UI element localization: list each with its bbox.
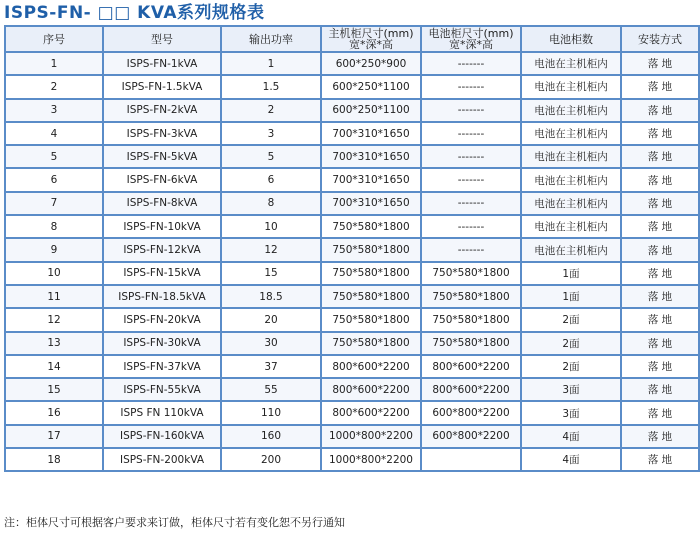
cell-col-battery-cabinet-size: 750*580*1800: [422, 333, 520, 354]
cell-col-battery-cabinet-size: 800*600*2200: [422, 356, 520, 377]
table-row: [6, 239, 698, 260]
cell-col-install-method: 落 地: [622, 356, 698, 377]
cell-col-power: 37: [222, 356, 320, 377]
cell-col-power: 10: [222, 216, 320, 237]
cell-col-index: 4: [6, 123, 102, 144]
cell-col-power: 20: [222, 309, 320, 330]
cell-col-main-cabinet-size: 750*580*1800: [322, 216, 420, 237]
cell-col-index: 11: [6, 286, 102, 307]
cell-col-battery-cabinet-size: -------: [422, 193, 520, 214]
table-row: [6, 100, 698, 121]
cell-col-install-method: 落 地: [622, 169, 698, 190]
cell-col-main-cabinet-size: 1000*800*2200: [322, 449, 420, 470]
cell-col-model: ISPS-FN-1kVA: [104, 53, 220, 74]
cell-col-battery-cabinet-size: -------: [422, 239, 520, 260]
cell-col-model: ISPS-FN-8kVA: [104, 193, 220, 214]
cell-col-model: ISPS-FN-15kVA: [104, 263, 220, 284]
cell-col-battery-cabinet-count: 3面: [522, 402, 620, 423]
cell-col-main-cabinet-size: 750*580*1800: [322, 333, 420, 354]
cell-col-power: 1: [222, 53, 320, 74]
cell-col-battery-cabinet-size: -------: [422, 216, 520, 237]
cell-col-index: 2: [6, 76, 102, 97]
cell-col-battery-cabinet-count: 电池在主机柜内: [522, 239, 620, 260]
cell-col-battery-cabinet-count: 1面: [522, 263, 620, 284]
table-row: [6, 123, 698, 144]
cell-col-battery-cabinet-size: [422, 449, 520, 470]
cell-col-install-method: 落 地: [622, 216, 698, 237]
cell-col-index: 3: [6, 100, 102, 121]
header-col-battery-cabinet-count: 电池柜数: [522, 27, 620, 51]
table-row: [6, 379, 698, 400]
cell-col-main-cabinet-size: 600*250*900: [322, 53, 420, 74]
table-header-row: [6, 27, 698, 51]
cell-col-install-method: 落 地: [622, 263, 698, 284]
cell-col-main-cabinet-size: 800*600*2200: [322, 402, 420, 423]
cell-col-battery-cabinet-size: 600*800*2200: [422, 426, 520, 447]
table-row: [6, 53, 698, 74]
cell-col-install-method: 落 地: [622, 379, 698, 400]
cell-col-battery-cabinet-size: 800*600*2200: [422, 379, 520, 400]
cell-col-battery-cabinet-count: 4面: [522, 426, 620, 447]
cell-col-model: ISPS-FN-5kVA: [104, 146, 220, 167]
cell-col-model: ISPS-FN-10kVA: [104, 216, 220, 237]
cell-col-battery-cabinet-count: 电池在主机柜内: [522, 123, 620, 144]
cell-col-index: 16: [6, 402, 102, 423]
cell-col-battery-cabinet-count: 3面: [522, 379, 620, 400]
cell-col-battery-cabinet-count: 电池在主机柜内: [522, 193, 620, 214]
cell-col-battery-cabinet-count: 电池在主机柜内: [522, 216, 620, 237]
cell-col-power: 30: [222, 333, 320, 354]
table-row: [6, 333, 698, 354]
cell-col-battery-cabinet-count: 2面: [522, 333, 620, 354]
cell-col-model: ISPS-FN-200kVA: [104, 449, 220, 470]
cell-col-battery-cabinet-count: 1面: [522, 286, 620, 307]
cell-col-battery-cabinet-size: 600*800*2200: [422, 402, 520, 423]
cell-col-install-method: 落 地: [622, 286, 698, 307]
header-col-index: 序号: [6, 27, 102, 51]
cell-col-install-method: 落 地: [622, 76, 698, 97]
cell-col-power: 200: [222, 449, 320, 470]
cell-col-power: 8: [222, 193, 320, 214]
cell-col-index: 8: [6, 216, 102, 237]
header-col-install-method: 安装方式: [622, 27, 698, 51]
cell-col-battery-cabinet-size: -------: [422, 146, 520, 167]
table-row: [6, 426, 698, 447]
cell-col-power: 12: [222, 239, 320, 260]
cell-col-model: ISPS FN 110kVA: [104, 402, 220, 423]
cell-col-model: ISPS-FN-160kVA: [104, 426, 220, 447]
cell-col-battery-cabinet-count: 电池在主机柜内: [522, 169, 620, 190]
cell-col-install-method: 落 地: [622, 193, 698, 214]
cell-col-main-cabinet-size: 800*600*2200: [322, 356, 420, 377]
table-row: [6, 193, 698, 214]
cell-col-power: 110: [222, 402, 320, 423]
header-col-main-cabinet-size: 主机柜尺寸(mm) 宽*深*高: [322, 27, 420, 51]
cell-col-index: 14: [6, 356, 102, 377]
cell-col-index: 5: [6, 146, 102, 167]
cell-col-index: 10: [6, 263, 102, 284]
cell-col-install-method: 落 地: [622, 426, 698, 447]
cell-col-battery-cabinet-size: 750*580*1800: [422, 286, 520, 307]
cell-col-power: 1.5: [222, 76, 320, 97]
cell-col-main-cabinet-size: 750*580*1800: [322, 239, 420, 260]
cell-col-power: 55: [222, 379, 320, 400]
cell-col-main-cabinet-size: 700*310*1650: [322, 193, 420, 214]
cell-col-model: ISPS-FN-1.5kVA: [104, 76, 220, 97]
cell-col-model: ISPS-FN-3kVA: [104, 123, 220, 144]
table-body: [6, 53, 698, 470]
cell-col-battery-cabinet-size: -------: [422, 76, 520, 97]
cell-col-index: 7: [6, 193, 102, 214]
table-row: [6, 76, 698, 97]
cell-col-battery-cabinet-size: -------: [422, 100, 520, 121]
cell-col-main-cabinet-size: 750*580*1800: [322, 286, 420, 307]
cell-col-model: ISPS-FN-30kVA: [104, 333, 220, 354]
cell-col-main-cabinet-size: 700*310*1650: [322, 146, 420, 167]
page-title: ISPS-FN- □□ KVA系列规格表: [4, 3, 265, 23]
cell-col-install-method: 落 地: [622, 239, 698, 260]
cell-col-index: 18: [6, 449, 102, 470]
cell-col-main-cabinet-size: 1000*800*2200: [322, 426, 420, 447]
header-col-model: 型号: [104, 27, 220, 51]
cell-col-power: 6: [222, 169, 320, 190]
cell-col-battery-cabinet-size: -------: [422, 53, 520, 74]
cell-col-battery-cabinet-count: 4面: [522, 449, 620, 470]
cell-col-index: 12: [6, 309, 102, 330]
cell-col-power: 18.5: [222, 286, 320, 307]
header-col-power: 输出功率: [222, 27, 320, 51]
cell-col-install-method: 落 地: [622, 402, 698, 423]
cell-col-power: 5: [222, 146, 320, 167]
cell-col-main-cabinet-size: 750*580*1800: [322, 309, 420, 330]
cell-col-battery-cabinet-size: -------: [422, 123, 520, 144]
table-row: [6, 309, 698, 330]
cell-col-install-method: 落 地: [622, 309, 698, 330]
footnote: 注：柜体尺寸可根据客户要求来订做，柜体尺寸若有变化恕不另行通知: [4, 516, 345, 529]
cell-col-battery-cabinet-count: 电池在主机柜内: [522, 100, 620, 121]
cell-col-model: ISPS-FN-55kVA: [104, 379, 220, 400]
cell-col-install-method: 落 地: [622, 53, 698, 74]
cell-col-battery-cabinet-size: 750*580*1800: [422, 309, 520, 330]
cell-col-install-method: 落 地: [622, 146, 698, 167]
cell-col-power: 3: [222, 123, 320, 144]
cell-col-main-cabinet-size: 600*250*1100: [322, 100, 420, 121]
cell-col-install-method: 落 地: [622, 333, 698, 354]
cell-col-main-cabinet-size: 600*250*1100: [322, 76, 420, 97]
cell-col-battery-cabinet-count: 2面: [522, 356, 620, 377]
cell-col-main-cabinet-size: 750*580*1800: [322, 263, 420, 284]
cell-col-battery-cabinet-count: 电池在主机柜内: [522, 146, 620, 167]
cell-col-index: 15: [6, 379, 102, 400]
cell-col-battery-cabinet-size: -------: [422, 169, 520, 190]
cell-col-battery-cabinet-count: 电池在主机柜内: [522, 53, 620, 74]
cell-col-battery-cabinet-count: 电池在主机柜内: [522, 76, 620, 97]
cell-col-model: ISPS-FN-20kVA: [104, 309, 220, 330]
cell-col-main-cabinet-size: 700*310*1650: [322, 169, 420, 190]
table-row: [6, 263, 698, 284]
cell-col-power: 15: [222, 263, 320, 284]
cell-col-index: 13: [6, 333, 102, 354]
cell-col-power: 160: [222, 426, 320, 447]
cell-col-index: 1: [6, 53, 102, 74]
cell-col-index: 17: [6, 426, 102, 447]
table-row: [6, 402, 698, 423]
table-row: [6, 449, 698, 470]
cell-col-index: 6: [6, 169, 102, 190]
cell-col-model: ISPS-FN-12kVA: [104, 239, 220, 260]
table-row: [6, 286, 698, 307]
cell-col-install-method: 落 地: [622, 449, 698, 470]
spec-table: [4, 25, 700, 472]
cell-col-model: ISPS-FN-2kVA: [104, 100, 220, 121]
table-row: [6, 356, 698, 377]
cell-col-main-cabinet-size: 700*310*1650: [322, 123, 420, 144]
cell-col-battery-cabinet-count: 2面: [522, 309, 620, 330]
cell-col-model: ISPS-FN-6kVA: [104, 169, 220, 190]
table-row: [6, 216, 698, 237]
cell-col-model: ISPS-FN-18.5kVA: [104, 286, 220, 307]
table-row: [6, 146, 698, 167]
cell-col-install-method: 落 地: [622, 100, 698, 121]
cell-col-model: ISPS-FN-37kVA: [104, 356, 220, 377]
cell-col-power: 2: [222, 100, 320, 121]
cell-col-install-method: 落 地: [622, 123, 698, 144]
cell-col-battery-cabinet-size: 750*580*1800: [422, 263, 520, 284]
cell-col-index: 9: [6, 239, 102, 260]
table-row: [6, 169, 698, 190]
cell-col-main-cabinet-size: 800*600*2200: [322, 379, 420, 400]
header-col-battery-cabinet-size: 电池柜尺寸(mm) 宽*深*高: [422, 27, 520, 51]
